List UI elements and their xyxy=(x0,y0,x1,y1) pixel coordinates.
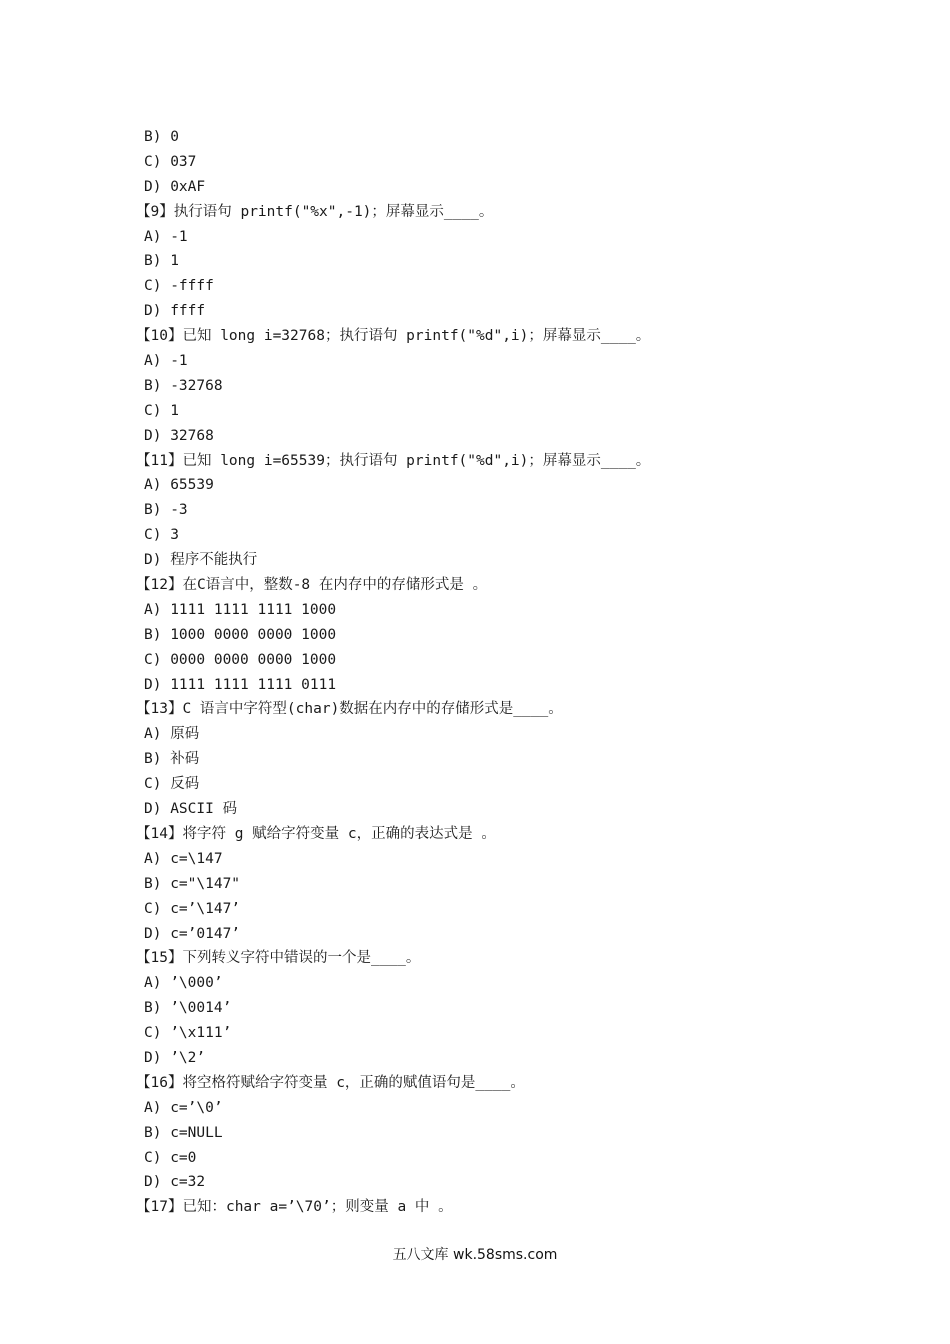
answer-option: B) 0 xyxy=(144,129,179,145)
question-stem: 【9】执行语句 printf("%x",-1)；屏幕显示____。 xyxy=(136,203,494,220)
answer-option: C) 037 xyxy=(144,153,197,170)
answer-option: B) c=NULL xyxy=(144,1124,223,1141)
footer-watermark: 五八文库 wk.58sms.com xyxy=(392,1247,558,1263)
question-stem: 【13】C 语言中字符型(char)数据在内存中的存储形式是____。 xyxy=(136,701,563,718)
answer-option: B) 1000 0000 0000 1000 xyxy=(144,626,337,643)
answer-option: B) ’\0014’ xyxy=(144,1000,232,1017)
answer-option: A) c=’\0’ xyxy=(144,1099,223,1116)
answer-option: B) -3 xyxy=(144,502,188,519)
question-stem: 【16】将空格符赋给字符变量 c，正确的赋值语句是____。 xyxy=(136,1074,525,1091)
answer-option: C) 1 xyxy=(144,402,179,419)
answer-option: D) ASCII 码 xyxy=(144,801,238,818)
question-stem: 【12】在C语言中，整数-8 在内存中的存储形式是 。 xyxy=(136,577,488,594)
answer-option: C) 反码 xyxy=(144,776,200,793)
answer-option: A) -1 xyxy=(144,228,188,245)
answer-option: C) c=0 xyxy=(144,1149,197,1166)
answer-option: A) -1 xyxy=(144,353,188,370)
answer-option: C) 3 xyxy=(144,527,179,544)
answer-option: A) 1111 1111 1111 1000 xyxy=(144,601,337,618)
answer-option: D) ffff xyxy=(144,303,206,320)
question-stem: 【14】将字符 g 赋给字符变量 c，正确的表达式是 。 xyxy=(136,825,496,842)
question-stem: 【10】已知 long i=32768；执行语句 printf("%d",i)；屏幕显示____。 xyxy=(136,328,651,345)
question-stem: 【11】已知 long i=65539；执行语句 printf("%d",i)；屏幕显示____。 xyxy=(136,452,651,469)
answer-option: B) 1 xyxy=(144,253,179,270)
answer-option: D) c=32 xyxy=(144,1174,206,1191)
answer-option: B) -32768 xyxy=(144,377,223,394)
answer-option: A) 原码 xyxy=(144,726,200,743)
answer-option: A) ’\000’ xyxy=(144,975,223,992)
answer-option: D) 程序不能执行 xyxy=(144,552,258,569)
question-list xyxy=(0,125,950,1220)
answer-option: A) c=\147 xyxy=(144,850,223,867)
question-stem: 【17】已知：char a=’\70’；则变量 a 中 。 xyxy=(136,1199,453,1216)
answer-option: A) 65539 xyxy=(144,477,214,494)
answer-option: D) 0xAF xyxy=(144,178,206,195)
answer-option: B) c="\147" xyxy=(144,875,241,892)
answer-option: C) -ffff xyxy=(144,278,214,295)
answer-option: D) 32768 xyxy=(144,427,214,444)
answer-option: D) 1111 1111 1111 0111 xyxy=(144,676,337,693)
answer-option: C) ’\x111’ xyxy=(144,1025,232,1042)
answer-option: C) 0000 0000 0000 1000 xyxy=(144,651,337,668)
answer-option: D) ’\2’ xyxy=(144,1049,206,1066)
answer-option: D) c=’0147’ xyxy=(144,925,241,942)
answer-option: C) c=’\147’ xyxy=(144,900,241,917)
question-stem: 【15】下列转义字符中错误的一个是____。 xyxy=(136,950,421,967)
answer-option: B) 补码 xyxy=(144,751,200,768)
